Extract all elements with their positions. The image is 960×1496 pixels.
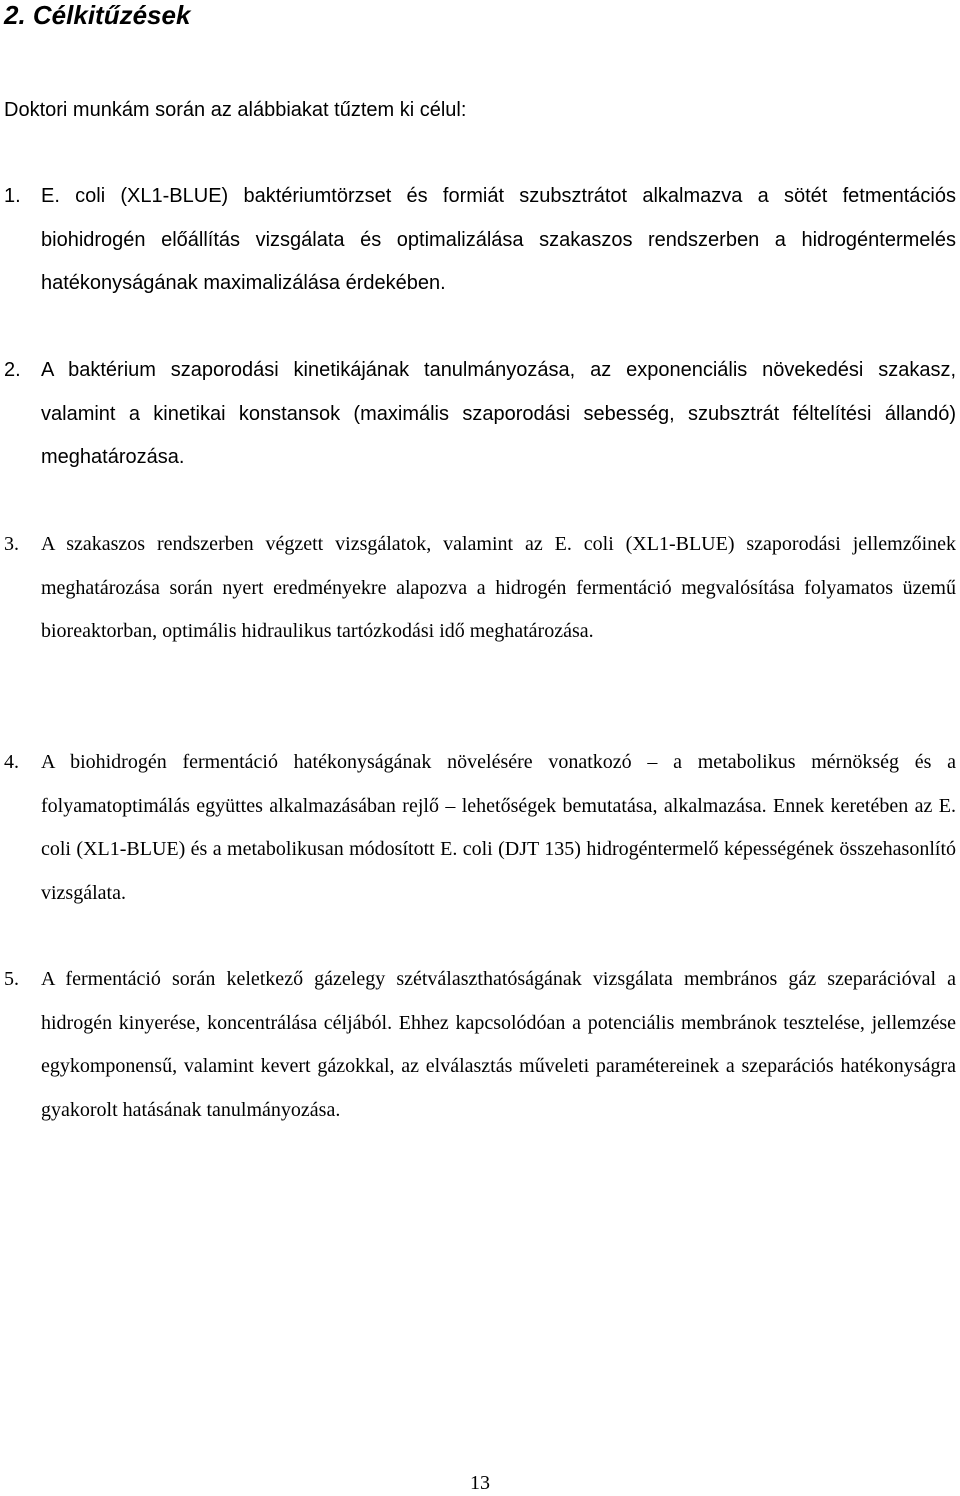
objective-number-4: 4. bbox=[4, 751, 19, 773]
objective-text-4: A biohidrogén fermentáció hatékonyságának növelésére vonatkozó – a metabolikus mérnökség és a folyamatoptimálás együttes alkalmazásában rejlő – lehetőségek bemutatása, alkalmazása. Ennek keretében az E. coli (XL1-BLUE) és a metabolikusan módosított E. coli (DJT 135) hidrogéntermelő képességének összehasonlító vizsgálata. bbox=[41, 751, 956, 904]
intro-paragraph: Doktori munkám során az alábbiakat tűztem ki célul: bbox=[4, 99, 467, 121]
objective-item-1 bbox=[4, 175, 956, 306]
objective-item-3 bbox=[4, 523, 956, 654]
objective-number-2: 2. bbox=[4, 359, 21, 381]
objective-item-2 bbox=[4, 349, 956, 480]
objective-number-5: 5. bbox=[4, 968, 19, 990]
objective-item-5 bbox=[4, 958, 956, 1132]
section-heading: 2. Célkitűzések bbox=[4, 0, 191, 30]
objective-text-5: A fermentáció során keletkező gázelegy szétválaszthatóságának vizsgálata membrános gáz szeparációval a hidrogén kinyerése, koncentrálása céljából. Ehhez kapcsolódóan a potenciális membránok tesztelése, jellemzése egykomponensű, valamint kevert gázokkal, az elválasztás műveleti paramétereinek a szeparációs hatékonyságra gyakorolt hatásának tanulmányozása. bbox=[41, 968, 956, 1121]
page-number: 13 bbox=[470, 1472, 490, 1494]
objective-text-2: A baktérium szaporodási kinetikájának tanulmányozása, az exponenciális növekedési szakasz, valamint a kinetikai konstansok (maximális szaporodási sebesség, szubsztrát féltelítési állandó) meghatározása. bbox=[41, 359, 956, 468]
objective-number-3: 3. bbox=[4, 533, 19, 555]
objective-text-1: E. coli (XL1-BLUE) baktériumtörzset és formiát szubsztrátot alkalmazva a sötét fetmentációs biohidrogén előállítás vizsgálata és optimalizálása szakaszos rendszerben a hidrogéntermelés hatékonyságának maximalizálása érdekében. bbox=[41, 185, 956, 294]
objective-text-3: A szakaszos rendszerben végzett vizsgálatok, valamint az E. coli (XL1-BLUE) szaporodási jellemzőinek meghatározása során nyert eredményekre alapozva a hidrogén fermentáció megvalósítása folyamatos üzemű bioreaktorban, optimális hidraulikus tartózkodási idő meghatározása. bbox=[41, 533, 956, 642]
objective-number-1: 1. bbox=[4, 185, 21, 207]
objective-item-4 bbox=[4, 741, 956, 915]
